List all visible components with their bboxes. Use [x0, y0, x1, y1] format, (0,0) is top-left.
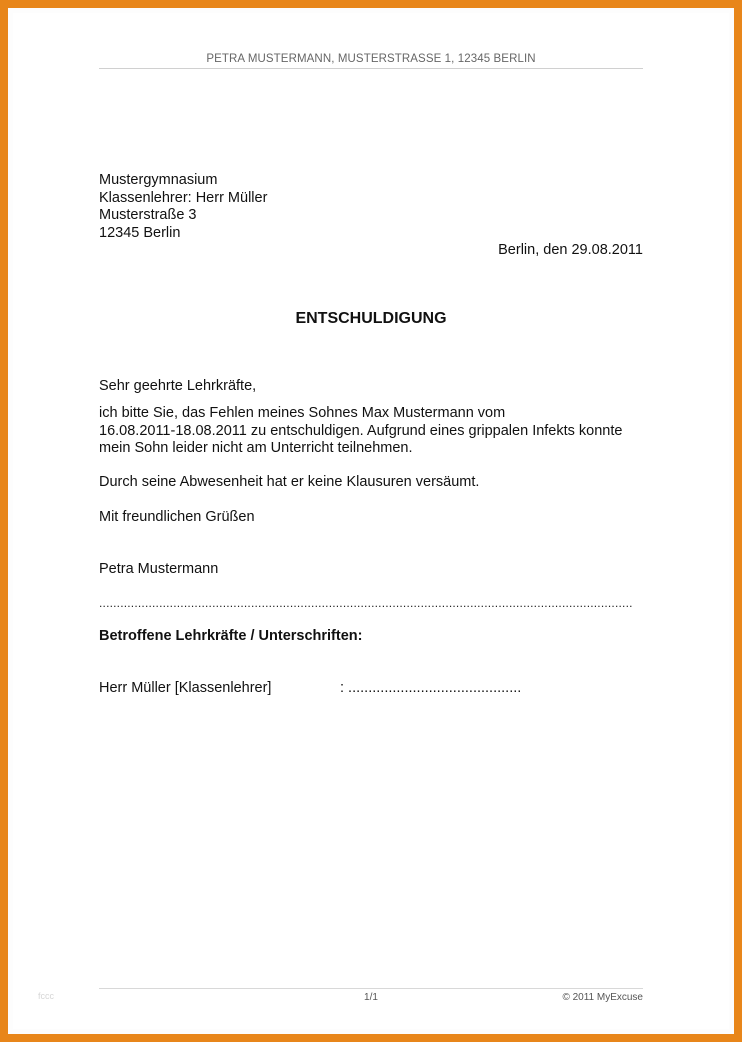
- watermark: fccc: [38, 991, 55, 1001]
- signer-name: Petra Mustermann: [99, 561, 219, 577]
- header-divider: [99, 68, 643, 69]
- teacher-name: Herr Müller [Klassenlehrer]: [99, 680, 272, 696]
- copyright: © 2011 MyExcuse: [562, 992, 643, 1003]
- dotted-separator: .......................................................................................................................................................: [99, 596, 633, 610]
- closing: Mit freundlichen Grüßen: [99, 509, 255, 525]
- body-line: ich bitte Sie, das Fehlen meines Sohnes Max Mustermann vom: [99, 405, 506, 421]
- body-line: mein Sohn leider nicht am Unterricht teilnehmen.: [99, 440, 413, 456]
- body-paragraph-1: [99, 405, 622, 458]
- signature-line: : ...........................................: [340, 680, 522, 696]
- recipient-line: 12345 Berlin: [99, 224, 181, 241]
- page-number: 1/1: [364, 992, 378, 1003]
- body-paragraph-2: Durch seine Abwesenheit hat er keine Klausuren versäumt.: [99, 474, 480, 490]
- recipient-line: Klassenlehrer: Herr Müller: [99, 189, 268, 206]
- letter-title: ENTSCHULDIGUNG: [295, 310, 447, 327]
- salutation: Sehr geehrte Lehrkräfte,: [99, 378, 257, 394]
- recipient-address: [99, 172, 267, 242]
- sender-header: PETRA MUSTERMANN, MUSTERSTRASSE 1, 12345 BERLIN: [206, 53, 536, 65]
- letter-date: Berlin, den 29.08.2011: [498, 242, 643, 258]
- signatures-heading: Betroffene Lehrkräfte / Unterschriften:: [99, 628, 363, 644]
- footer-divider: [99, 988, 643, 989]
- recipient-line: Musterstraße 3: [99, 207, 197, 223]
- body-line: 16.08.2011-18.08.2011 zu entschuldigen. Aufgrund eines grippalen Infekts konnte: [99, 422, 623, 439]
- recipient-line: Mustergymnasium: [99, 172, 218, 188]
